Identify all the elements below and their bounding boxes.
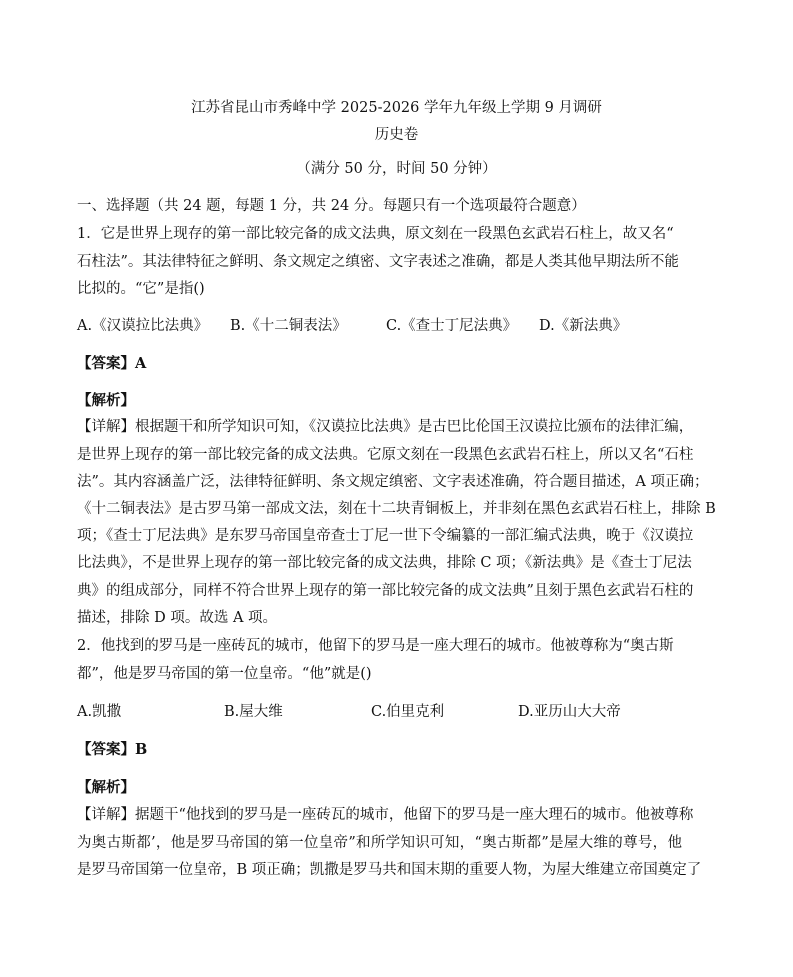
q2-line-1: 2．他找到的罗马是一座砖瓦的城市，他留下的罗马是一座大理石的城市。他被尊称为“奥古斯 bbox=[77, 638, 674, 654]
q2-option-a: A.凯撒 bbox=[77, 704, 122, 720]
q1-line-2: 石柱法”。其法律特征之鲜明、条文规定之缜密、文字表述之准确，都是人类其他早期法所不能 bbox=[77, 254, 679, 270]
exam-title: 江苏省昆山市秀峰中学 2025-2026 学年九年级上学期 9 月调研 bbox=[191, 100, 602, 116]
q1-option-d: D.《新法典》 bbox=[539, 318, 628, 334]
q2-option-d: D.亚历山大大帝 bbox=[518, 704, 621, 720]
q1-option-a: A.《汉谟拉比法典》 bbox=[77, 318, 209, 334]
q2-analysis-line-1: 【详解】据题干“他找到的罗马是一座砖瓦的城市，他留下的罗马是一座大理石的城市。他被尊称 bbox=[77, 807, 694, 823]
q2-analysis-line-2: 为奥古斯都’，他是罗马帝国的第一位皇帝”和所学知识可知，“奥古斯都”是屋大维的尊号，他 bbox=[77, 835, 682, 851]
q1-answer: 【答案】A bbox=[77, 355, 147, 372]
q2-analysis-line-3: 是罗马帝国第一位皇帝，B 项正确；凯撒是罗马共和国末期的重要人物，为屋大维建立帝国奠定了 bbox=[77, 862, 702, 878]
q1-analysis-line-8: 描述，排除 D 项。故选 A 项。 bbox=[77, 610, 278, 626]
q2-option-c: C.伯里克利 bbox=[371, 704, 445, 720]
q1-option-b: B.《十二铜表法》 bbox=[230, 318, 347, 334]
q2-line-2: 都”，他是罗马帝国的第一位皇帝。“他”就是() bbox=[77, 666, 372, 682]
q2-answer: 【答案】B bbox=[77, 741, 148, 758]
q2-analysis-label: 【解析】 bbox=[77, 779, 135, 796]
exam-info: （满分 50 分，时间 50 分钟） bbox=[296, 161, 497, 177]
q1-option-c: C.《查士丁尼法典》 bbox=[386, 318, 518, 334]
q1-analysis-line-5: 项；《查士丁尼法典》是东罗马帝国皇帝查士丁尼一世下令编纂的一部汇编式法典，晚于《汉谟拉 bbox=[77, 528, 694, 544]
q1-analysis-line-6: 比法典》，不是世界上现存的第一部比较完备的成文法典，排除 C 项；《新法典》是《查士丁尼法 bbox=[77, 555, 692, 571]
q1-analysis-line-1: 【详解】根据题干和所学知识可知，《汉谟拉比法典》是古巴比伦国王汉谟拉比颁布的法律汇编， bbox=[77, 419, 694, 435]
q1-analysis-line-3: 法”。其内容涵盖广泛，法律特征鲜明、条文规定缜密、文字表述准确，符合题目描述，A 项正确； bbox=[77, 474, 709, 490]
q1-analysis-line-2: 是世界上现存的第一部比较完备的成文法典。它原文刻在一段黑色玄武岩石柱上，所以又名“石柱 bbox=[77, 447, 694, 463]
q1-analysis-label: 【解析】 bbox=[77, 392, 135, 409]
q2-option-b: B.屋大维 bbox=[224, 704, 283, 720]
q1-line-3: 比拟的。“它”是指() bbox=[77, 281, 205, 297]
exam-subject: 历史卷 bbox=[374, 127, 419, 143]
q1-analysis-line-4: 《十二铜表法》是古罗马第一部成文法，刻在十二块青铜板上，并非刻在黑色玄武岩石柱上，排除 B bbox=[77, 501, 716, 517]
q1-analysis-line-7: 典》的组成部分，同样不符合世界上现存的第一部比较完备的成文法典”且刻于黑色玄武岩石柱的 bbox=[77, 583, 694, 599]
q1-line-1: 1．它是世界上现存的第一部比较完备的成文法典，原文刻在一段黑色玄武岩石柱上，故又名“ bbox=[77, 226, 674, 242]
section-title: 一、选择题（共 24 题，每题 1 分，共 24 分。每题只有一个选项最符合题意） bbox=[77, 198, 586, 214]
